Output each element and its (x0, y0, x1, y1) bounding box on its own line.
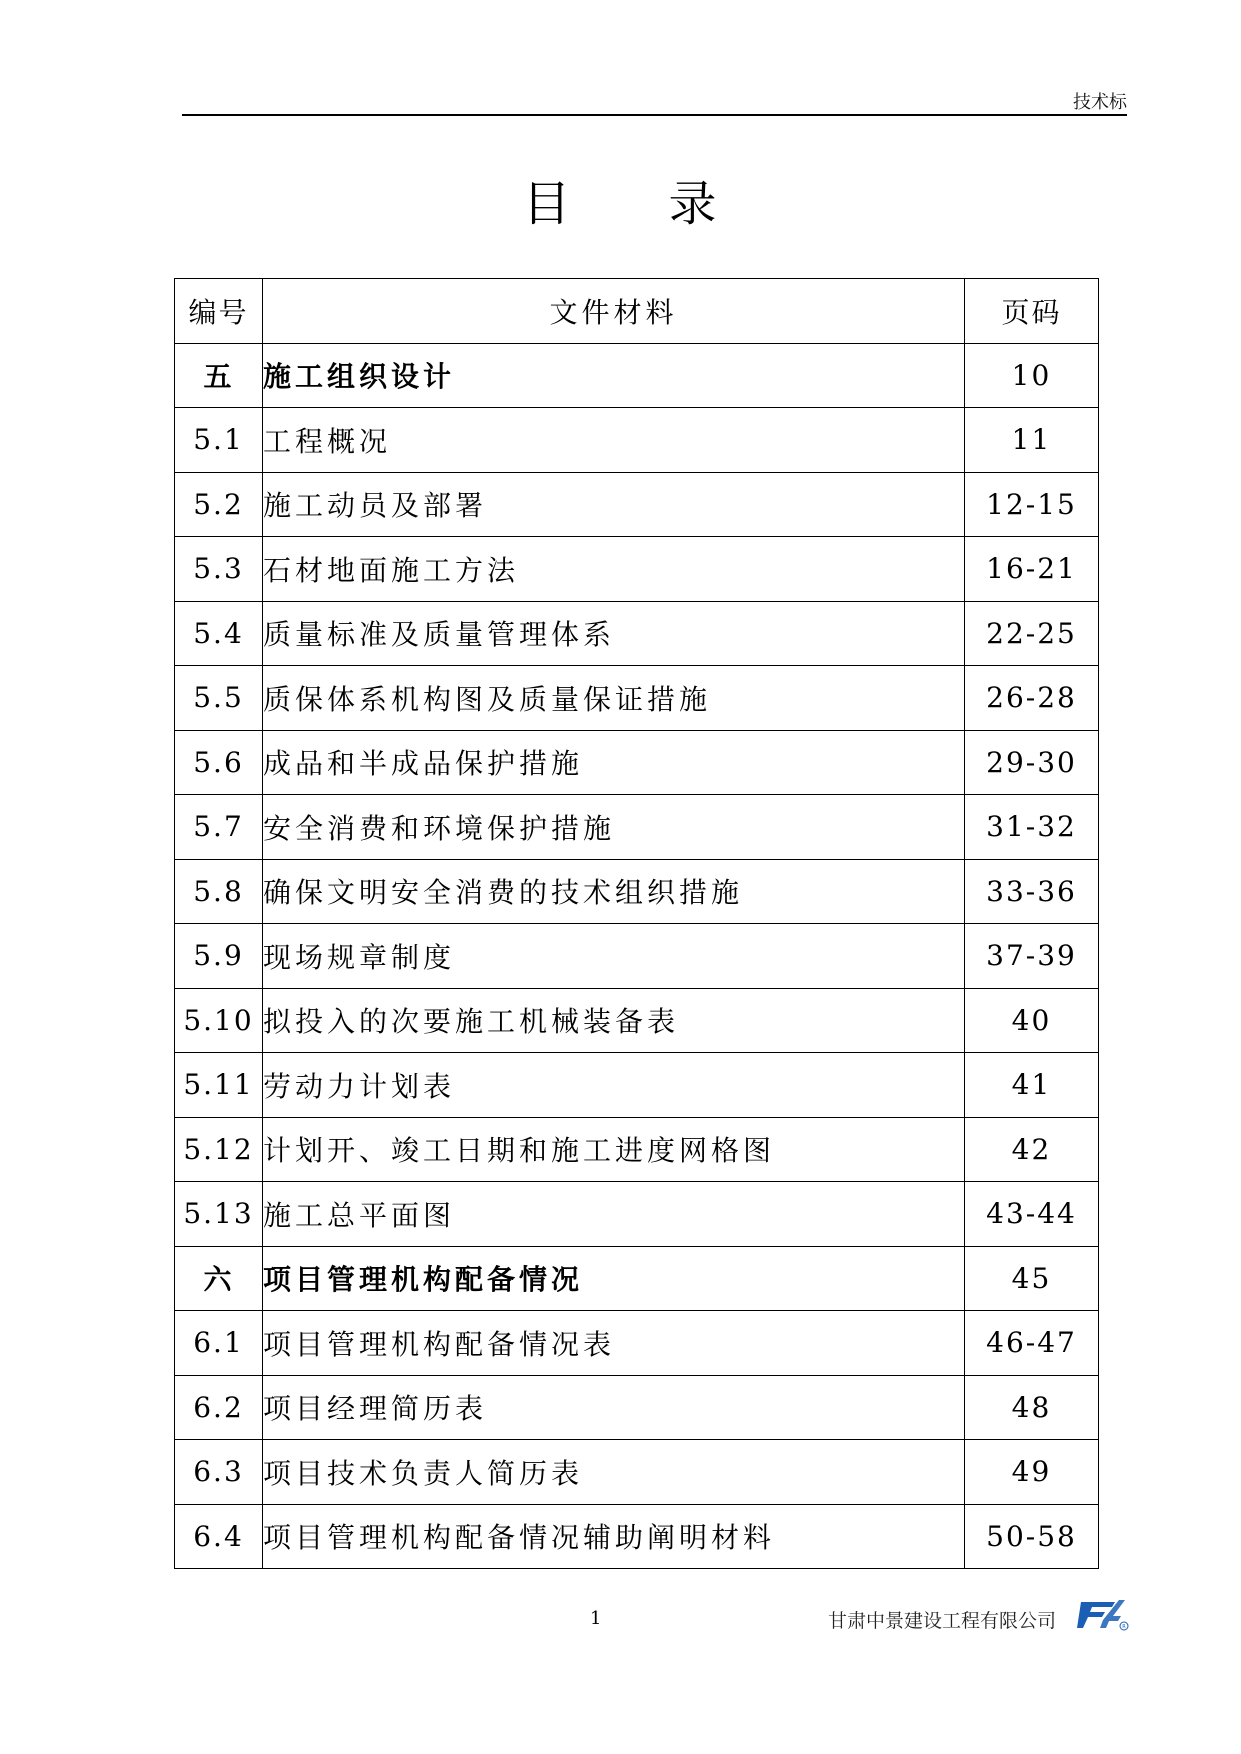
row-title: 质保体系机构图及质量保证措施 (263, 666, 965, 731)
table-row (175, 1117, 1099, 1182)
row-page: 45 (965, 1246, 1099, 1311)
row-title: 项目管理机构配备情况辅助阐明材料 (263, 1504, 965, 1569)
table-row (175, 408, 1099, 473)
row-number: 6.2 (175, 1375, 263, 1440)
page-title (0, 165, 1241, 234)
row-page: 26-28 (965, 666, 1099, 731)
row-title: 成品和半成品保护措施 (263, 730, 965, 795)
row-number: 六 (175, 1246, 263, 1311)
row-page: 49 (965, 1440, 1099, 1505)
row-number: 五 (175, 343, 263, 408)
table-row (175, 1375, 1099, 1440)
row-page: 22-25 (965, 601, 1099, 666)
footer-page-number: 1 (590, 1608, 602, 1629)
row-title: 质量标准及质量管理体系 (263, 601, 965, 666)
row-number: 5.11 (175, 1053, 263, 1118)
row-title: 拟投入的次要施工机械装备表 (263, 988, 965, 1053)
row-page: 31-32 (965, 795, 1099, 860)
row-number: 6.1 (175, 1311, 263, 1376)
row-title: 施工总平面图 (263, 1182, 965, 1247)
row-page: 43-44 (965, 1182, 1099, 1247)
row-page: 42 (965, 1117, 1099, 1182)
footer-company: 甘肃中景建设工程有限公司 (827, 1610, 1056, 1632)
table-row (175, 924, 1099, 989)
row-number: 5.13 (175, 1182, 263, 1247)
header-name: 文件材料 (263, 279, 965, 344)
row-title: 项目管理机构配备情况表 (263, 1311, 965, 1376)
row-number: 5.3 (175, 537, 263, 602)
table-row (175, 666, 1099, 731)
row-page: 50-58 (965, 1504, 1099, 1569)
row-title: 现场规章制度 (263, 924, 965, 989)
table-row (175, 988, 1099, 1053)
title-right-char: 录 (668, 176, 719, 232)
table-row (175, 730, 1099, 795)
row-page: 37-39 (965, 924, 1099, 989)
row-title: 劳动力计划表 (263, 1053, 965, 1118)
row-number: 5.10 (175, 988, 263, 1053)
table-row (175, 537, 1099, 602)
row-number: 5.8 (175, 859, 263, 924)
row-title: 施工动员及部署 (263, 472, 965, 537)
row-page: 12-15 (965, 472, 1099, 537)
header-label: 技术标 (1073, 92, 1127, 113)
svg-text:R: R (1122, 1624, 1126, 1630)
toc-header-row (175, 279, 1099, 344)
table-row (175, 601, 1099, 666)
row-number: 5.7 (175, 795, 263, 860)
title-left-char: 目 (522, 176, 573, 232)
table-row (175, 1440, 1099, 1505)
row-title: 项目技术负责人简历表 (263, 1440, 965, 1505)
row-number: 5.2 (175, 472, 263, 537)
row-number: 5.9 (175, 924, 263, 989)
table-row (175, 1053, 1099, 1118)
row-title: 项目经理简历表 (263, 1375, 965, 1440)
row-page: 41 (965, 1053, 1099, 1118)
header-page: 页码 (965, 279, 1099, 344)
header-rule (182, 114, 1127, 116)
table-row (175, 1504, 1099, 1569)
row-page: 40 (965, 988, 1099, 1053)
row-title: 计划开、竣工日期和施工进度网格图 (263, 1117, 965, 1182)
row-page: 46-47 (965, 1311, 1099, 1376)
company-logo-icon (1075, 1596, 1129, 1632)
row-title: 确保文明安全消费的技术组织措施 (263, 859, 965, 924)
row-page: 10 (965, 343, 1099, 408)
row-number: 5.6 (175, 730, 263, 795)
row-title: 安全消费和环境保护措施 (263, 795, 965, 860)
row-number: 5.4 (175, 601, 263, 666)
row-page: 48 (965, 1375, 1099, 1440)
row-number: 6.4 (175, 1504, 263, 1569)
row-number: 5.1 (175, 408, 263, 473)
row-number: 6.3 (175, 1440, 263, 1505)
row-title: 施工组织设计 (263, 343, 965, 408)
row-page: 33-36 (965, 859, 1099, 924)
row-page: 29-30 (965, 730, 1099, 795)
row-number: 5.5 (175, 666, 263, 731)
row-title: 石材地面施工方法 (263, 537, 965, 602)
table-row (175, 1182, 1099, 1247)
header-num: 编号 (175, 279, 263, 344)
table-row (175, 1246, 1099, 1311)
row-number: 5.12 (175, 1117, 263, 1182)
table-row (175, 795, 1099, 860)
row-page: 16-21 (965, 537, 1099, 602)
toc-table (174, 278, 1099, 1569)
table-row (175, 343, 1099, 408)
row-page: 11 (965, 408, 1099, 473)
table-row (175, 859, 1099, 924)
toc-body (175, 343, 1099, 1569)
table-row (175, 472, 1099, 537)
row-title: 工程概况 (263, 408, 965, 473)
table-row (175, 1311, 1099, 1376)
row-title: 项目管理机构配备情况 (263, 1246, 965, 1311)
